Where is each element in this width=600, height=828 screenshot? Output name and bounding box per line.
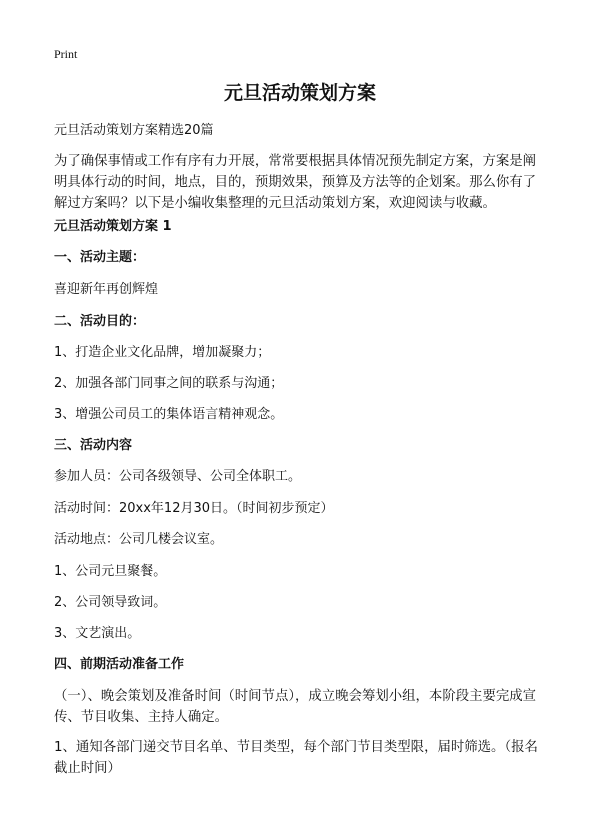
section1-text: 喜迎新年再创辉煌: [54, 282, 159, 297]
list-item: 2、加强各部门同事之间的联系与沟通；: [54, 376, 284, 391]
time-text: 活动时间：20xx年12月30日。（时间初步预定）: [54, 501, 334, 516]
section3-heading: 三、活动内容: [54, 438, 133, 453]
list-item: 3、文艺演出。: [54, 626, 141, 641]
location-text: 活动地点：公司几楼会议室。: [54, 532, 224, 547]
plan-title: 元旦活动策划方案 1: [54, 219, 172, 234]
list-item: 3、增强公司员工的集体语言精神观念。: [54, 407, 284, 422]
page-title: 元旦活动策划方案: [223, 82, 376, 104]
section4-item: 1、通知各部门递交节目名单、节目类型，每个部门节目类型限，届时筛选。（报名截止时间）: [54, 740, 538, 776]
participants-text: 参加人员：公司各级领导、公司全体职工。: [54, 469, 302, 484]
document-subtitle: 元旦活动策划方案精选20篇: [54, 123, 214, 138]
section2-heading: 二、活动目的：: [54, 314, 146, 329]
list-item: 1、公司元旦聚餐。: [54, 564, 167, 579]
print-label: Print: [54, 47, 78, 61]
section4-paragraph: （一）、晚会策划及准备时间（时间节点），成立晚会筹划小组，本阶段主要完成宣传、节目收集、主持人确定。: [54, 689, 537, 725]
list-item: 1、打造企业文化品牌，增加凝聚力；: [54, 345, 271, 360]
list-item: 2、公司领导致词。: [54, 595, 167, 610]
intro-paragraph: 为了确保事情或工作有序有力开展，常常要根据具体情况预先制定方案，方案是阐明具体行动的时间，地点，目的，预期效果，预算及方法等的企划案。那么你有了解过方案吗？以下是小编收集整理的元旦活动策划方案，欢迎阅读与收藏。: [54, 154, 537, 211]
section4-heading: 四、前期活动准备工作: [54, 657, 185, 672]
section1-heading: 一、活动主题：: [54, 250, 146, 265]
